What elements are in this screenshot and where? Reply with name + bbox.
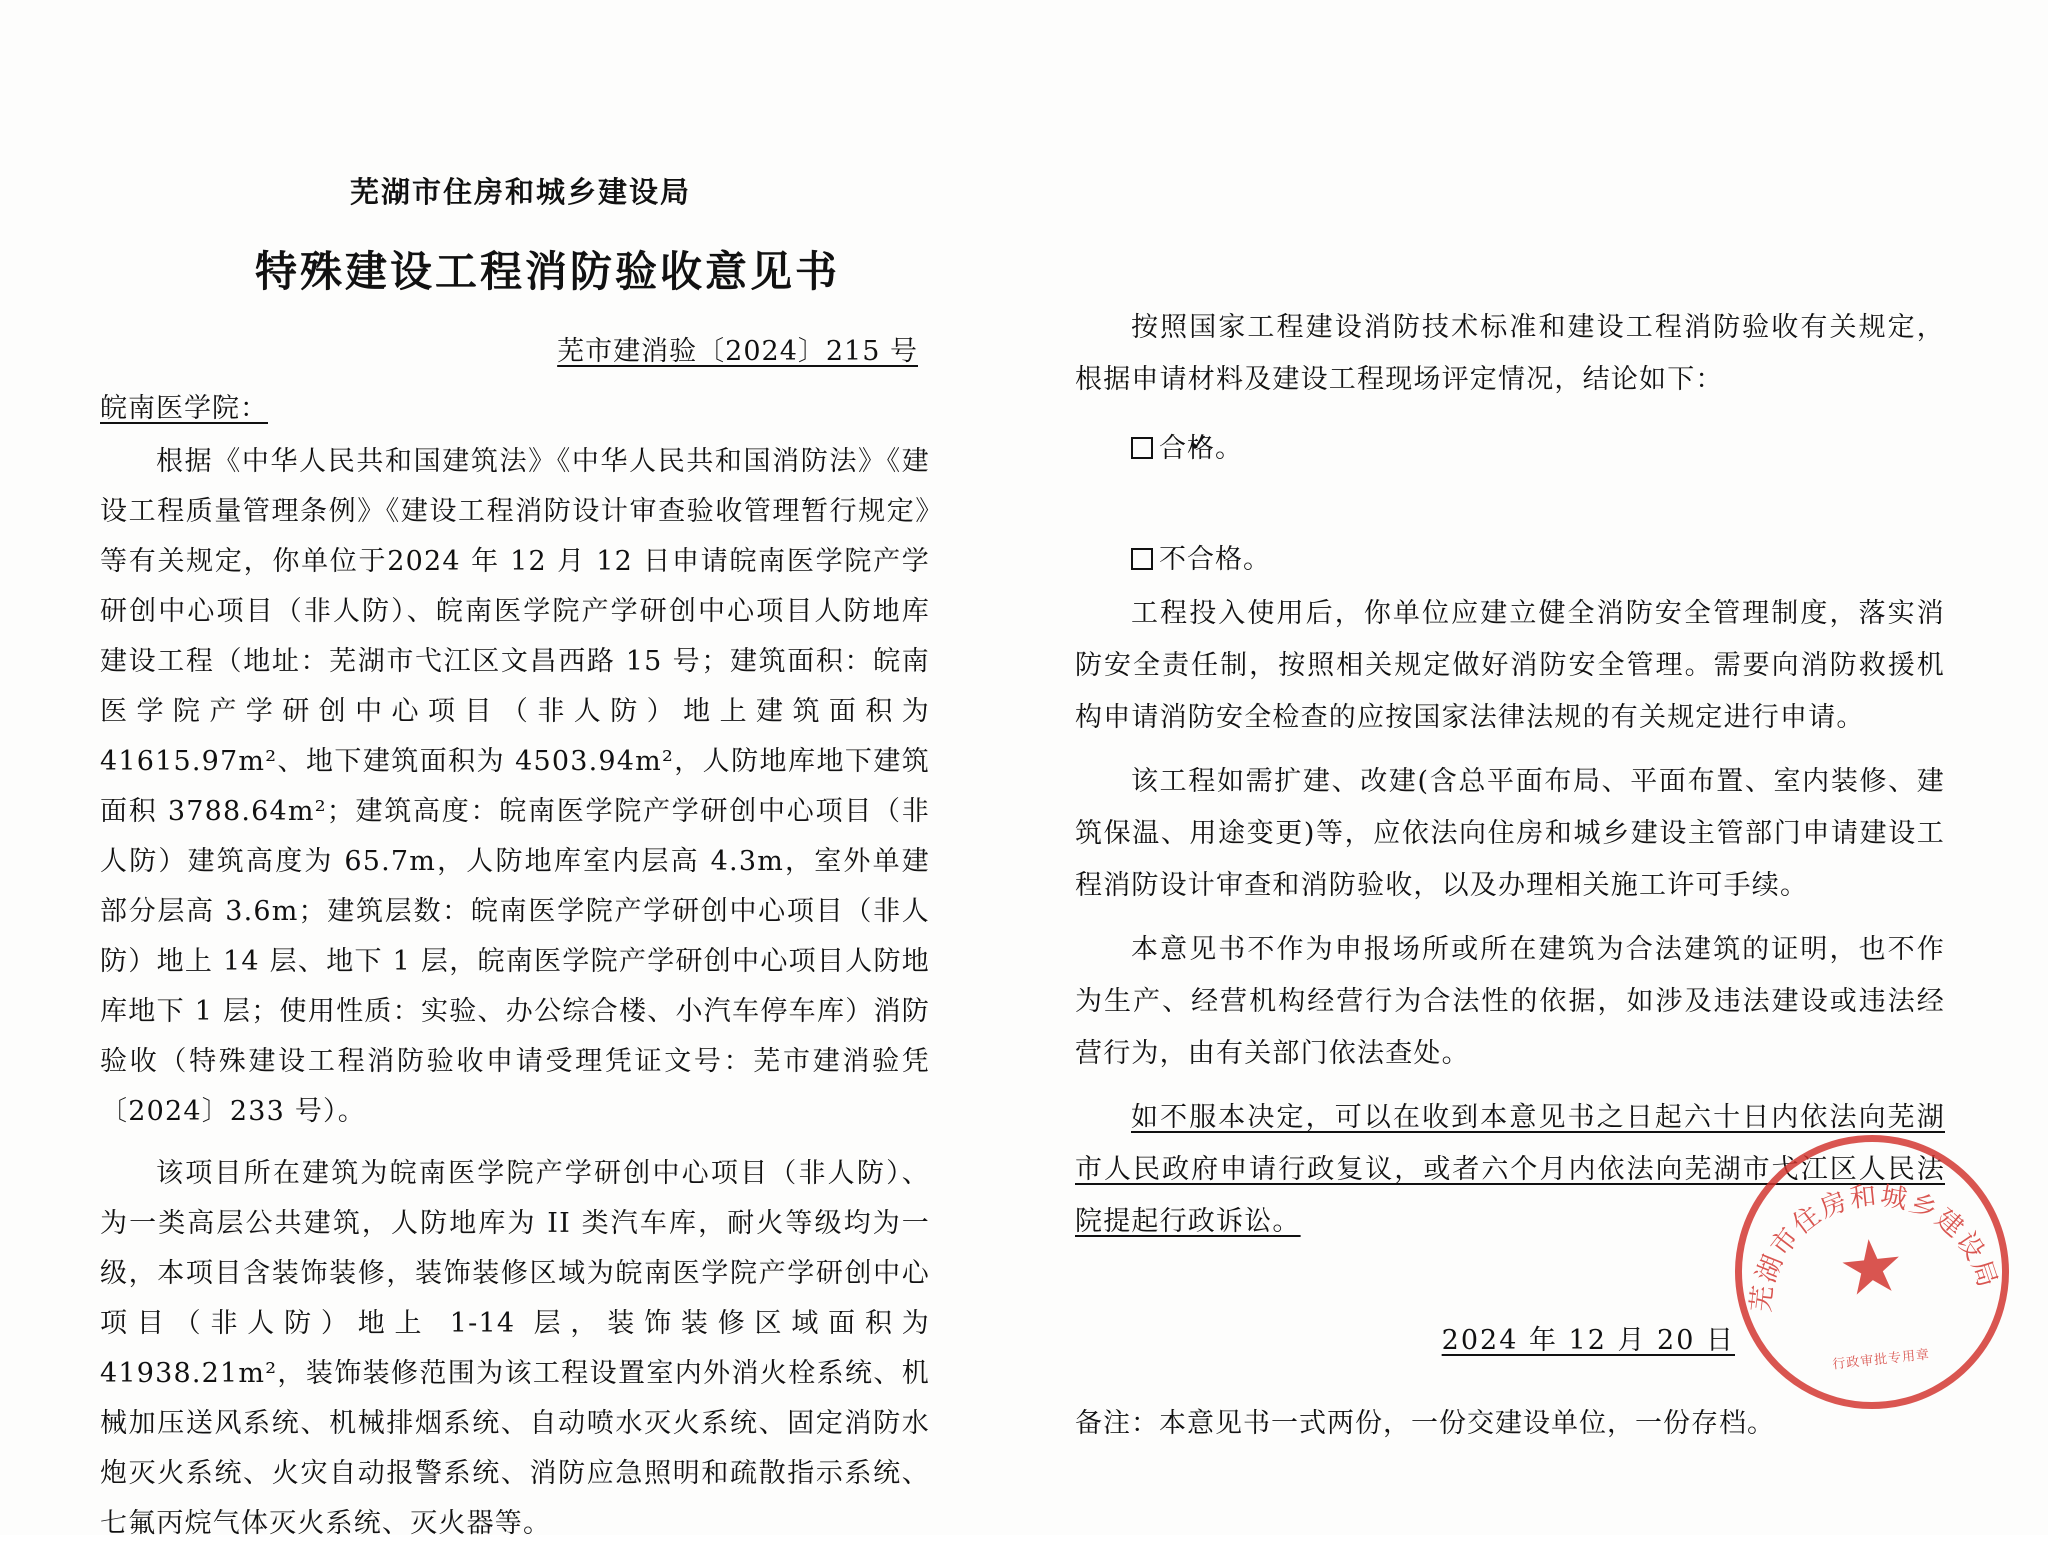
right-intro-paragraph: 按照国家工程建设消防技术标准和建设工程消防验收有关规定，根据申请材料及建设工程现场评定情况，结论如下： bbox=[1075, 312, 1945, 395]
official-seal bbox=[1721, 1121, 2022, 1422]
right-paragraph-4: 如不服本决定，可以在收到本意见书之日起六十日内依法向芜湖市人民政府申请行政复议，或者六个月内依法向芜湖市弋江区人民法院提起行政诉讼。 bbox=[1075, 1102, 1945, 1237]
seal-star-icon: ★ bbox=[1834, 1221, 1910, 1314]
document-number: 芜市建消验〔2024〕215 号 bbox=[557, 336, 918, 367]
seal-bottom-text: 行政审批专用章 bbox=[1831, 1347, 1931, 1373]
result-pass-label: 合格。 bbox=[1159, 433, 1243, 464]
result-fail-label: 不合格。 bbox=[1159, 544, 1271, 575]
right-paragraph-1: 工程投入使用后，你单位应建立健全消防安全管理制度，落实消防安全责任制，按照相关规定做好消防安全管理。需要向消防救援机构申请消防安全检查的应按国家法律法规的有关规定进行申请。 bbox=[1075, 598, 1945, 733]
left-column bbox=[100, 170, 930, 1549]
checkbox-fail-icon[interactable] bbox=[1131, 548, 1153, 570]
recipient-name: 皖南医学院： bbox=[100, 393, 268, 424]
left-paragraph-1: 根据《中华人民共和国建筑法》《中华人民共和国消防法》《建设工程质量管理条例》《建设工程消防设计审查验收管理暂行规定》等有关规定，你单位于2024 年 12 月 12 日申请皖南医学院产学研创中心项目（非人防）、皖南医学院产学研创中心项目人防地库建设工程（地址：芜湖市弋江区文昌西路 15 号；建筑面积：皖南医学院产学研创中心项目（非人防）地上建筑面积为 41615.97m²、地下建筑面积为 4503.94m²，人防地库地下建筑面积 3788.64m²；建筑高度：皖南医学院产学研创中心项目（非人防）建筑高度为 65.7m，人防地库室内层高 4.3m，室外单建部分层高 3.6m；建筑层数：皖南医学院产学研创中心项目（非人防）地上 14 层、地下 1 层，皖南医学院产学研创中心项目人防地库地下 1 层；使用性质：实验、办公综合楼、小汽车停车库）消防验收（特殊建设工程消防验收申请受理凭证文号：芜市建消验凭〔2024〕233 号）。 bbox=[100, 446, 930, 1127]
result-fail-row[interactable] bbox=[1075, 537, 1945, 576]
result-pass-row[interactable] bbox=[1075, 426, 1945, 465]
remark-text: 备注：本意见书一式两份，一份交建设单位，一份存档。 bbox=[1075, 1408, 1775, 1439]
right-paragraph-3: 本意见书不作为申报场所或所在建筑为合法建筑的证明，也不作为生产、经营机构经营行为合法性的依据，如涉及违法建设或违法经营行为，由有关部门依法查处。 bbox=[1075, 934, 1945, 1069]
document-title: 特殊建设工程消防验收意见书 bbox=[255, 247, 841, 296]
right-paragraph-2: 该工程如需扩建、改建(含总平面布局、平面布置、室内装修、建筑保温、用途变更)等，应依法向住房和城乡建设主管部门申请建设工程消防设计审查和消防验收，以及办理相关施工许可手续。 bbox=[1075, 766, 1945, 901]
left-paragraph-2: 该项目所在建筑为皖南医学院产学研创中心项目（非人防）、为一类高层公共建筑，人防地库为 II 类汽车库，耐火等级均为一级，本项目含装饰装修，装饰装修区域为皖南医学院产学研创中心项目（非人防）地上 1-14 层，装饰装修区域面积为 41938.21m²，装饰装修范围为该工程设置室内外消火栓系统、机械加压送风系统、机械排烟系统、自动喷水灭火系统、固定消防水炮灭火系统、火灾自动报警系统、消防应急照明和疏散指示系统、七氟丙烷气体灭火系统、灭火器等。 bbox=[100, 1158, 930, 1539]
checkbox-pass-icon[interactable] bbox=[1131, 437, 1153, 459]
seal-top-text: 芜湖市住房和城乡建设局 bbox=[1745, 1180, 2004, 1314]
spacer bbox=[1075, 465, 1945, 517]
issuing-department: 芜湖市住房和城乡建设局 bbox=[350, 175, 692, 209]
issue-date: 2024 年 12 月 20 日 bbox=[1441, 1325, 1735, 1356]
